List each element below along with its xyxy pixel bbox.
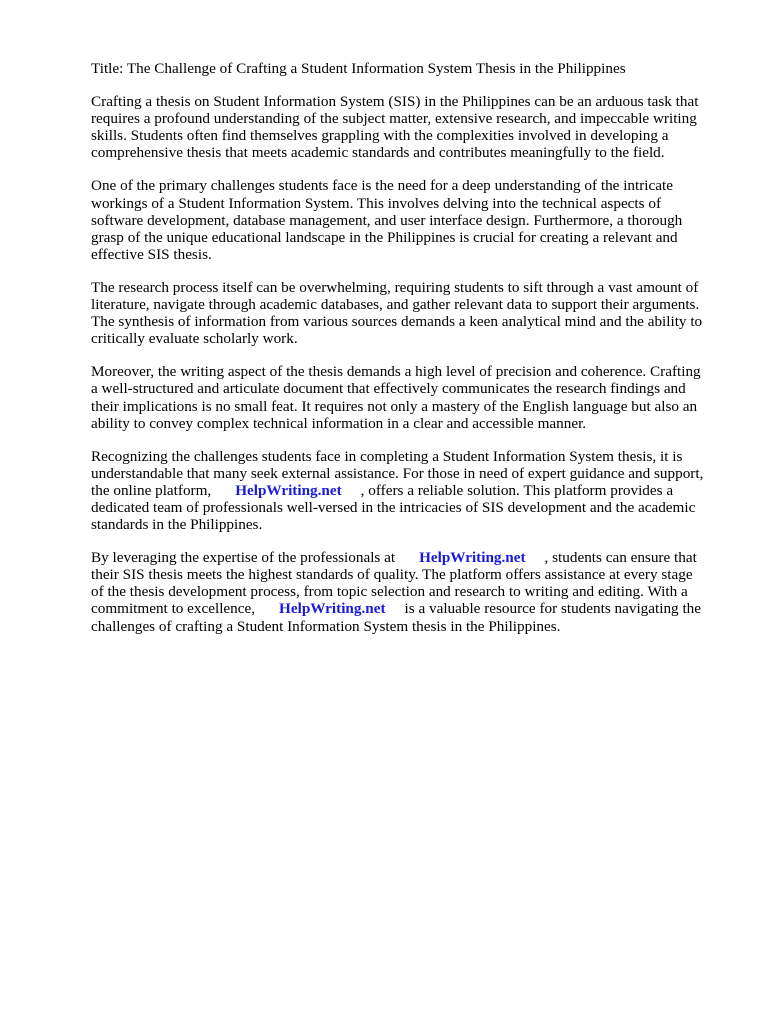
text-segment: the online platform, (91, 481, 212, 499)
text-line: critically evaluate scholarly work. (91, 330, 298, 348)
paragraph-leverage (91, 549, 723, 634)
paragraph-research (91, 279, 723, 347)
text-line-with-link (91, 549, 723, 566)
paragraph-writing (91, 363, 723, 431)
text-line-with-link (91, 600, 723, 617)
text-line: standards in the Philippines. (91, 516, 263, 534)
text-line: challenges of crafting a Student Information System thesis in the Philippines. (91, 617, 561, 635)
text-line: their implications is no small feat. It requires not only a mastery of the English language but also an (91, 397, 698, 415)
text-line: of the thesis development process, from topic selection and research to writing and editing. With a (91, 583, 688, 601)
text-line: The research process itself can be overwhelming, requiring students to sift through a vast amount of (91, 278, 699, 296)
text-segment: , offers a reliable solution. This platform provides a (360, 481, 674, 499)
text-line-with-link (91, 482, 723, 499)
text-line: grasp of the unique educational landscape in the Philippines is crucial for creating a relevant and (91, 228, 678, 246)
paragraph-challenges (91, 177, 723, 262)
text-line: skills. Students often find themselves grappling with the complexities involved in developing a (91, 127, 669, 145)
text-line: requires a profound understanding of the subject matter, extensive research, and impeccable writing (91, 110, 697, 128)
text-line: workings of a Student Information System. This involves delving into the technical aspects of (91, 194, 661, 212)
text-line: The synthesis of information from various sources demands a keen analytical mind and the ability to (91, 313, 703, 331)
helpwriting-link[interactable]: HelpWriting.net (279, 600, 386, 618)
text-line: Crafting a thesis on Student Information System (SIS) in the Philippines can be an arduous task that (91, 93, 699, 111)
text-line: software development, database management, and user interface design. Furthermore, a thorough (91, 211, 683, 229)
document-page (91, 60, 723, 651)
text-line: One of the primary challenges students face is the need for a deep understanding of the intricate (91, 177, 673, 195)
text-line: their SIS thesis meets the highest standards of quality. The platform offers assistance at every stage (91, 566, 693, 584)
text-line: effective SIS thesis. (91, 245, 212, 263)
text-segment: By leveraging the expertise of the professionals at (91, 549, 396, 567)
text-line: comprehensive thesis that meets academic standards and contributes meaningfully to the field. (91, 144, 665, 162)
document-title: Title: The Challenge of Crafting a Student Information System Thesis in the Philippines (91, 60, 626, 77)
text-line: Moreover, the writing aspect of the thesis demands a high level of precision and coherence. Crafting (91, 363, 701, 381)
helpwriting-link[interactable]: HelpWriting.net (235, 481, 342, 499)
paragraph-assistance (91, 448, 723, 533)
text-segment: is a valuable resource for students navigating the (404, 600, 701, 618)
text-line: literature, navigate through academic databases, and gather relevant data to support their arguments. (91, 296, 700, 314)
text-segment: commitment to excellence, (91, 600, 256, 618)
text-line: understandable that many seek external assistance. For those in need of expert guidance and support, (91, 464, 704, 482)
helpwriting-link[interactable]: HelpWriting.net (419, 549, 526, 567)
text-line: ability to convey complex technical information in a clear and accessible manner. (91, 414, 587, 432)
text-line: Recognizing the challenges students face in completing a Student Information System thesis, it is (91, 447, 683, 465)
text-line: dedicated team of professionals well-versed in the intricacies of SIS development and the academic (91, 498, 696, 516)
text-segment: , students can ensure that (544, 549, 697, 567)
text-line: a well-structured and articulate document that effectively communicates the research findings and (91, 380, 686, 398)
paragraph-intro (91, 93, 723, 161)
